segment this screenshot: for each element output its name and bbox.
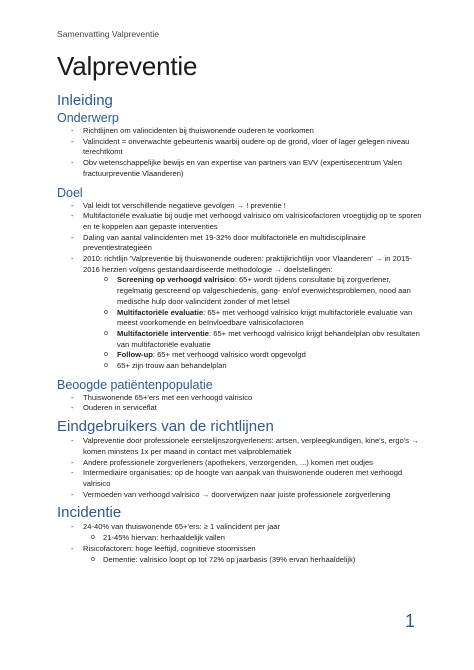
sub-list-item: o Dementie: valrisico loopt op tot 72% op jaarbasis (39% ervan herhaaldelijk) [57,555,427,566]
list-item: - Multifactoriële evaluatie bij oudje met verhoogd valrisico om valrisicofactoren vroegtijdig op te sporen en te koppelen aan gepaste interventies [57,211,427,232]
list-item: - 2010: richtlijn 'Valpreventie bij thuiswonende ouderen: praktijkrichtlijn voor Vlaanderen' → in 2015-2016 herzien volgens gestandaardiseerde methodologie → doelstellingen: [57,254,427,275]
sub-item-text: 65+ zijn trouw aan behandelplan [117,361,227,371]
running-header: Samenvatting Valpreventie [57,29,160,39]
list-item: - Richtlijnen om valincidenten bij thuiswonende ouderen te voorkomen [57,126,427,137]
list-onderwerp [57,126,427,180]
list-item: - Daling van aantal valincidenten met 19-32% door multifactoriële en multidisciplinaire preventiestrategieën [57,233,427,254]
list-item: - Obv wetenschappelijke bewijs en van expertise van partners van EVV (expertisecentrum Valen fractuurpreventie Vlaanderen) [57,158,427,179]
document-body [57,92,427,565]
list-item: - Valincident = onverwachte gebeurtenis waarbij oudere op de grond, vloer of lager gelegen niveau terechtkomt [57,137,427,158]
sub-list-item [57,361,427,372]
list-item: - Risicofactoren: hoge leeftijd, cognitieve stoornissen [57,544,427,555]
list-item: - Thuiswonende 65+'ers met een verhoogd valrisico [57,393,427,404]
sub-item-term: Screening op verhoogd valrisico [117,275,235,285]
heading-beoogde-patientenpopulatie: Beoogde patiëntenpopulatie [57,377,213,392]
sub-item-term: Multifactoriële evaluatie [117,307,204,317]
page-number: 1 [405,611,416,631]
sub-item-term: Follow-up [117,350,153,360]
list-item: - 24-40% van thuiswonende 65+'ers: ≥ 1 valincident per jaar [57,522,427,533]
sub-list-item [57,275,427,307]
page-title: Valpreventie [57,51,198,81]
list-item: - Intermediaire organisaties: op de hoogte van aanpak van thuiswonende ouderen met verhoogd valrisico [57,468,427,489]
heading-eindgebruikers: Eindgebruikers van de richtlijnen [57,418,274,436]
heading-doel: Doel [57,185,83,200]
list-incidentie [57,522,427,565]
sub-list-item: o 21-45% hiervan: herhaaldelijk vallen [57,533,427,544]
list-item: - Andere professionele zorgverleners (apothekers, verzorgenden, ...) komen met oudjes [57,458,427,469]
list-doelstellingen [57,275,427,371]
heading-onderwerp: Onderwerp [57,111,119,125]
sub-item-text: : 65+ met verhoogd valrisico krijgt multifactoriële evaluatie van meest voorkomende en beïnvloedbare valrisicofactoren [117,307,413,328]
sub-list-item [57,329,427,350]
list-item: - Val leidt tot verschillende negatieve gevolgen → ! preventie ! [57,201,427,212]
list-beoogde [57,393,427,414]
list-doel [57,201,427,276]
sub-list-item [57,350,427,361]
list-eindgebruikers [57,436,427,500]
list-item: - Ouderen in serviceflat [57,403,427,414]
heading-incidentie: Incidentie [57,504,122,522]
list-item: - Valpreventie door professionele eerstelijnszorgverleners: artsen, verpleegkundigen, kine's, ergo's → komen minstens 1x per maand in contact met valproblematiek [57,436,427,457]
sub-item-text: : 65+ met verhoogd valrisico wordt opgevolgd [152,350,306,360]
sub-item-term: Multifactoriële interventie [117,328,209,338]
heading-inleiding: Inleiding [57,92,113,109]
sub-list-item [57,308,427,329]
sub-item-text: : 65+ wordt tijdens consultatie bij zorgverlener, regelmatig gescreend op valgeschiedenis, gang- en/of evenwichtsproblemen, nood aan medische hulp door valincident zonder of met letsel [117,275,411,306]
list-item: - Vermoeden van verhoogd valrisico → doorverwijzen naar juiste professionele zorgverlening [57,490,427,501]
sub-item-text: : 65+ met verhoogd valrisico krijgt behandelplan obv resultaten van multifactoriële evaluatie [117,328,420,349]
